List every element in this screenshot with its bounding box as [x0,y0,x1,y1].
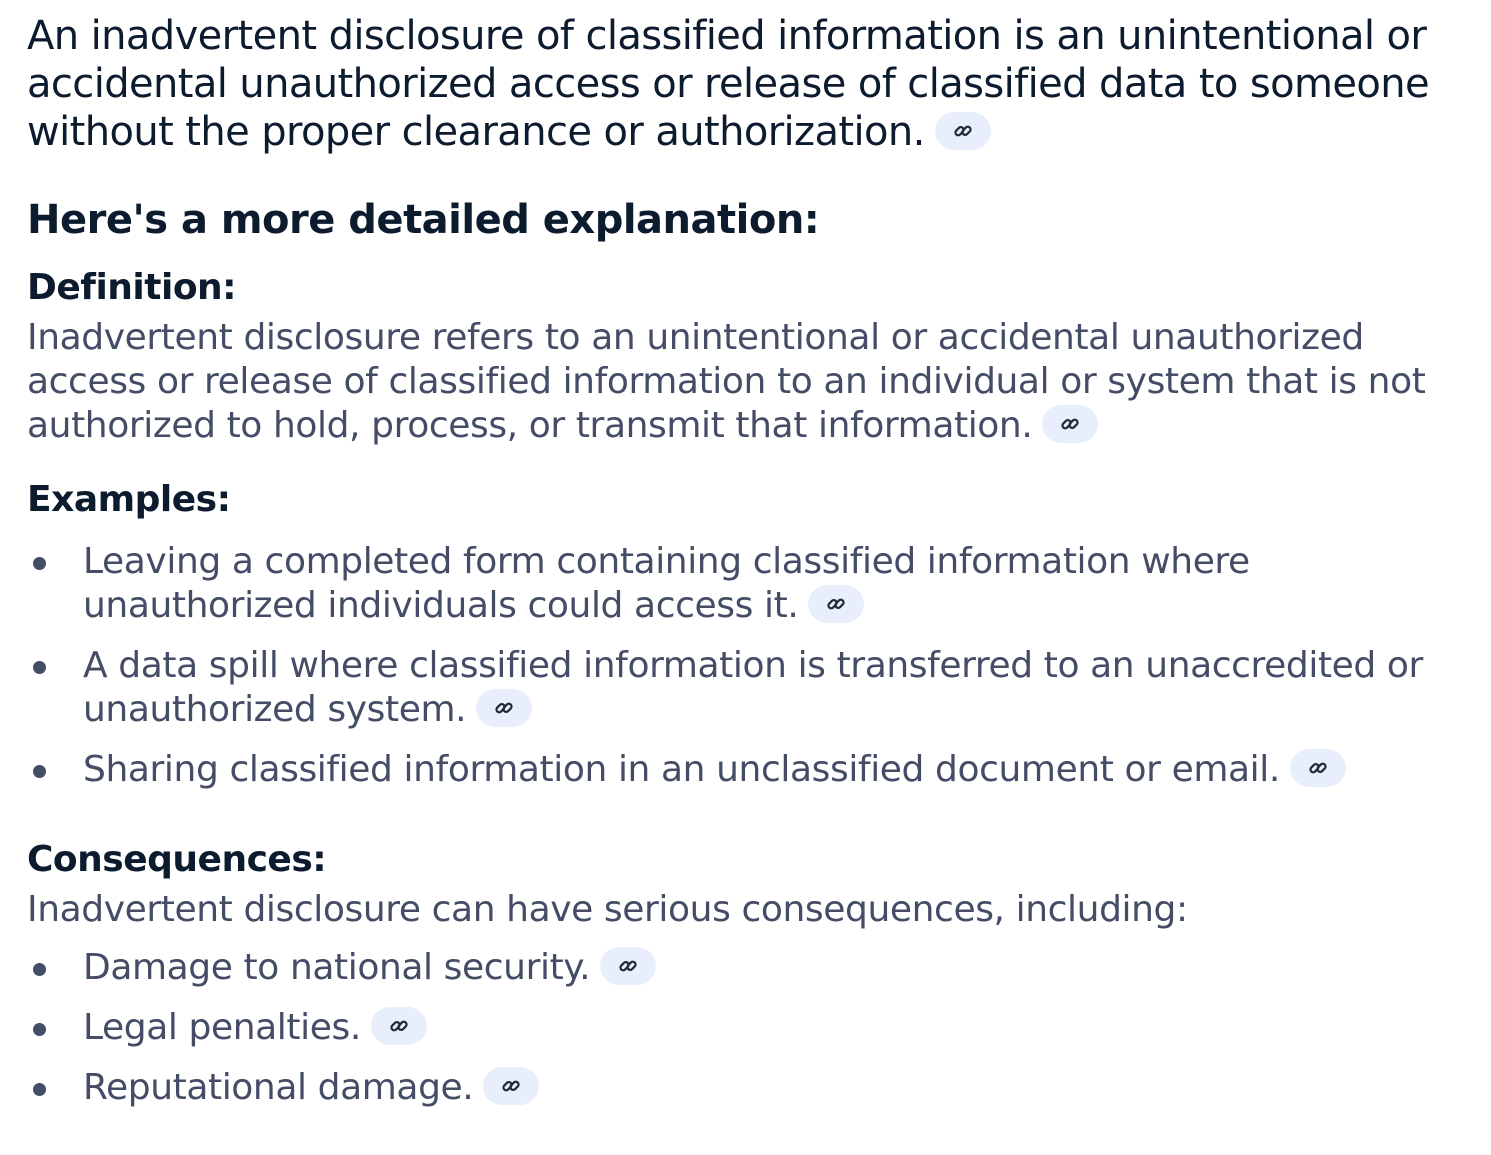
example-text: A data spill where classified information is transferred to an unaccredited or unauthorized system. [83,645,1423,730]
definition-title: Definition: [27,267,237,308]
examples-list [27,540,1491,792]
lead-text: An inadvertent disclosure of classified information is an unintentional or accidental unauthorized access or release of classified data to someone without the proper clearance or authorization. [27,13,1430,155]
section-heading: Here's a more detailed explanation: [27,197,820,243]
link-icon [493,697,515,719]
consequences-list [27,946,1491,1110]
link-icon [1307,757,1329,779]
list-item [27,1006,1463,1050]
list-item [27,540,1463,628]
source-link-button[interactable] [1290,749,1346,787]
source-link-button[interactable] [1042,405,1098,443]
source-link-button[interactable] [600,947,656,985]
link-icon [500,1075,522,1097]
source-link-button[interactable] [476,689,532,727]
source-link-button[interactable] [483,1067,539,1105]
examples-title: Examples: [27,479,231,520]
consequence-text: Damage to national security. [83,947,591,988]
link-icon [952,120,974,142]
link-icon [825,593,847,615]
definition-text: Inadvertent disclosure refers to an unintentional or accidental unauthorized access or release of classified information to an individual or system that is not authorized to hold, process, or transmit that information. [27,317,1426,446]
list-item [27,748,1463,792]
example-text: Sharing classified information in an unclassified document or email. [83,749,1280,790]
consequence-text: Reputational damage. [83,1067,474,1108]
definition-paragraph [27,316,1467,448]
source-link-button[interactable] [808,585,864,623]
consequence-text: Legal penalties. [83,1007,361,1048]
lead-paragraph [27,12,1477,156]
link-icon [388,1015,410,1037]
consequences-intro: Inadvertent disclosure can have serious consequences, including: [27,889,1188,930]
list-item [27,644,1483,732]
source-link-button[interactable] [371,1007,427,1045]
list-item [27,1066,1463,1110]
source-link-button[interactable] [935,112,991,150]
list-item [27,946,1463,990]
link-icon [617,955,639,977]
link-icon [1059,413,1081,435]
consequences-title: Consequences: [27,839,327,880]
example-text: Leaving a completed form containing classified information where unauthorized individuals could access it. [83,541,1250,626]
